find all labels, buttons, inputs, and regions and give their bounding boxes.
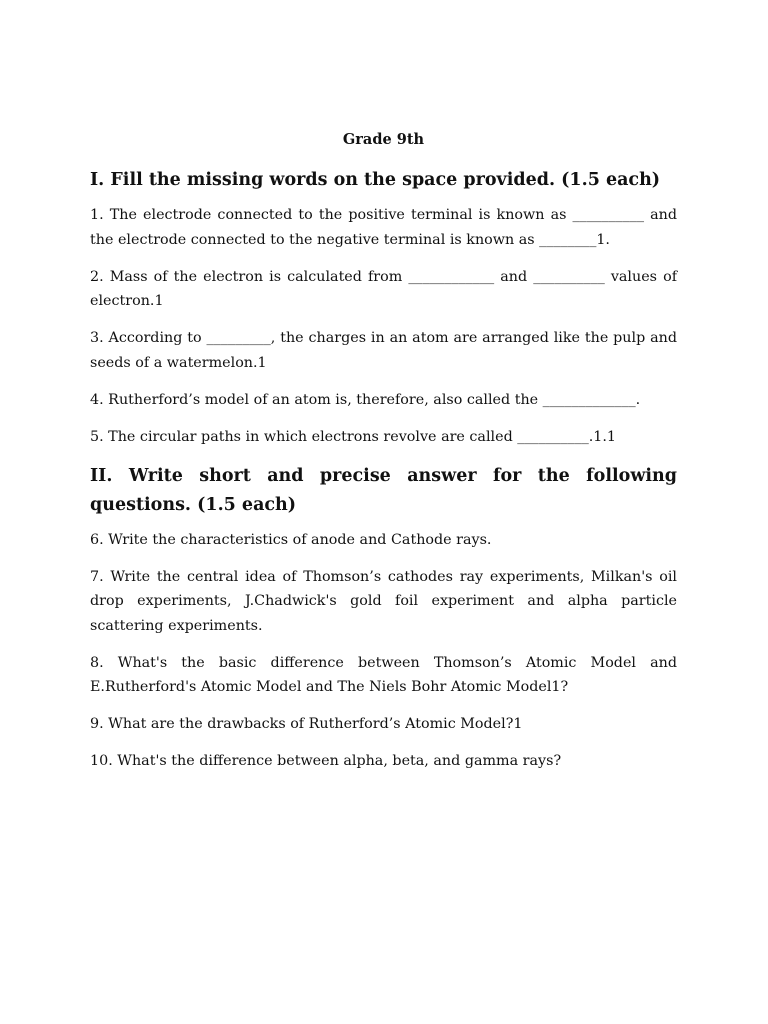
section-heading: II. Write short and precise answer for the following questions. (1.5 each) [90,465,677,515]
document-title: Grade 9th [342,131,425,148]
question-8: 8. What's the basic difference between Thomson’s Atomic Model and E.Rutherford's Atomic Model and The Niels Bohr Atomic Model1? [90,654,677,695]
section-fill-in-blanks [90,166,677,449]
question-7: 7. Write the central idea of Thomson’s cathodes ray experiments, Milkan's oil drop experiments, J.Chadwick's gold foil experiment and alpha particle scattering experiments. [90,568,677,634]
question-2: 2. Mass of the electron is calculated from ____________ and __________ values of electron.1 [90,268,677,309]
question-5: 5. The circular paths in which electrons revolve are called __________.1.1 [90,428,617,445]
question-10: 10. What's the difference between alpha, beta, and gamma rays? [90,753,562,769]
worksheet-page [90,128,677,786]
question-4: 4. Rutherford’s model of an atom is, therefore, also called the _____________. [90,391,641,408]
question-6: 6. Write the characteristics of anode and Cathode rays. [90,531,492,548]
question-1: 1. The electrode connected to the positive terminal is known as __________ and the electrode connected to the negative terminal is known as ________1. [90,207,677,248]
section-heading: I. Fill the missing words on the space provided. (1.5 each) [90,170,661,190]
question-3: 3. According to _________, the charges in an atom are arranged like the pulp and seeds of a watermelon.1 [90,330,677,371]
question-9: 9. What are the drawbacks of Rutherford’s Atomic Model?1 [90,716,523,732]
section-short-answer [90,462,677,774]
